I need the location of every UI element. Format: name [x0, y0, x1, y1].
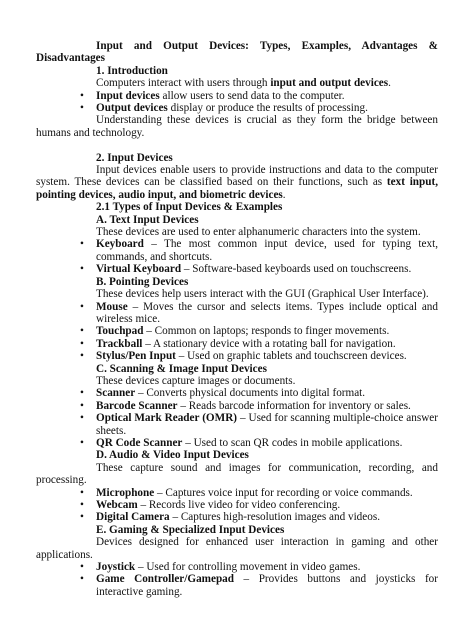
list-item-term: Joystick: [96, 561, 136, 574]
list-item-term: Virtual Keyboard: [96, 263, 182, 276]
list-item-term: Input devices: [96, 89, 160, 102]
list-item-term: Optical Mark Reader (OMR): [96, 412, 237, 425]
list-item-text: – Used to scan QR codes in mobile applications.: [182, 436, 403, 449]
list-item-text: – Reads barcode information for inventory or sales.: [177, 399, 411, 412]
list-item: [36, 387, 438, 399]
list-item: [36, 561, 438, 573]
input-text: Input devices enable users to provide instructions and data to the computer system. These devices can be classified based on their functions, such as: [36, 164, 438, 189]
list-item-term: Game Controller/Gamepad: [96, 573, 234, 586]
list-item: [36, 263, 438, 275]
list-item: [36, 511, 438, 523]
list-item: [36, 350, 438, 362]
list-item-term: Microphone: [96, 486, 155, 499]
list-item-text: – Provides buttons and joysticks for interactive gaming.: [96, 573, 438, 598]
intro-closing-paragraph: Understanding these devices is crucial as they form the bridge between humans and technology.: [36, 114, 438, 139]
list-item: [36, 90, 438, 102]
audio-video-list: [36, 487, 438, 524]
list-item-text: – Used on graphic tablets and touchscreen devices.: [175, 350, 407, 363]
list-item-term: Scanner: [96, 387, 136, 400]
spacer: [36, 139, 438, 151]
list-item-text: – A stationary device with a rotating ball for navigation.: [142, 337, 396, 350]
subsection-heading-text-input: A. Text Input Devices: [96, 213, 199, 226]
subsection-heading-scanning: C. Scanning & Image Input Devices: [96, 362, 267, 375]
list-item: [36, 400, 438, 412]
list-item: [36, 487, 438, 499]
subsection-heading-audio-video: D. Audio & Video Input Devices: [96, 449, 249, 462]
list-item-term: Barcode Scanner: [96, 399, 178, 412]
pointing-list: [36, 301, 438, 363]
gaming-list: [36, 561, 438, 598]
section-heading-input-devices: 2. Input Devices: [96, 151, 173, 164]
list-item-term: Digital Camera: [96, 511, 170, 524]
list-item: [36, 338, 438, 350]
list-item-term: Webcam: [96, 499, 138, 512]
list-item-text: – Records live video for video conferencing.: [137, 499, 341, 512]
list-item-text: display or produce the results of processing.: [167, 102, 368, 115]
input-text-end: .: [282, 188, 286, 201]
intro-bold-text: input and output devices: [270, 77, 389, 90]
list-item-text: – Common on laptops; responds to finger movements.: [143, 325, 390, 338]
list-item: [36, 437, 438, 449]
intro-list: [36, 90, 438, 115]
subsection-description: Devices designed for enhanced user interaction in gaming and other applications.: [36, 536, 438, 561]
list-item-text: – Used for scanning multiple-choice answer sheets.: [96, 412, 438, 437]
list-item-text: – The most common input device, used for typing text, commands, and shortcuts.: [96, 238, 438, 263]
list-item-text: – Captures voice input for recording or voice commands.: [154, 486, 413, 499]
list-item-term: Keyboard: [96, 238, 144, 251]
list-item-text: – Captures high-resolution images and videos.: [169, 511, 380, 524]
list-item-text: – Moves the cursor and selects items. Types include optical and wireless mice.: [96, 300, 438, 325]
intro-text-end: .: [388, 77, 391, 90]
list-item: [36, 102, 438, 114]
subsection-description: These devices capture images or documents.: [96, 374, 296, 387]
list-item-text: – Used for controlling movement in video games.: [135, 561, 361, 574]
list-item: [36, 301, 438, 326]
list-item: [36, 238, 438, 263]
section-heading-introduction: 1. Introduction: [96, 64, 168, 77]
subsection-heading-pointing: B. Pointing Devices: [96, 275, 189, 288]
list-item-text: allow users to send data to the computer.: [159, 89, 345, 102]
subsection-heading-types: 2.1 Types of Input Devices & Examples: [96, 201, 283, 214]
list-item: [36, 412, 438, 437]
intro-paragraph: [36, 77, 438, 89]
list-item: [36, 499, 438, 511]
list-item-term: Touchpad: [96, 325, 144, 338]
input-bold-text: text input, pointing devices, audio input, and biometric devices: [36, 176, 438, 201]
list-item-term: Mouse: [96, 300, 128, 313]
scanning-list: [36, 387, 438, 449]
list-item-term: QR Code Scanner: [96, 436, 183, 449]
subsection-description: These capture sound and images for communication, recording, and processing.: [36, 461, 438, 487]
list-item: [36, 573, 438, 598]
intro-text: Computers interact with users through: [96, 77, 271, 90]
list-item-term: Output devices: [96, 102, 168, 115]
text-input-list: [36, 238, 438, 275]
subsection-description: These devices help users interact with the GUI (Graphical User Interface).: [96, 288, 429, 301]
subsection-description: These devices are used to enter alphanumeric characters into the system.: [96, 226, 421, 239]
input-devices-paragraph: [36, 164, 438, 201]
document-title: Input and Output Devices: Types, Examples, Advantages & Disadvantages: [36, 40, 438, 65]
list-item: [36, 325, 438, 337]
list-item-term: Stylus/Pen Input: [96, 350, 176, 363]
list-item-text: – Software-based keyboards used on touchscreens.: [181, 263, 412, 276]
list-item-text: – Converts physical documents into digital format.: [135, 387, 366, 400]
subsection-heading-gaming: E. Gaming & Specialized Input Devices: [96, 523, 285, 536]
list-item-term: Trackball: [96, 337, 143, 350]
